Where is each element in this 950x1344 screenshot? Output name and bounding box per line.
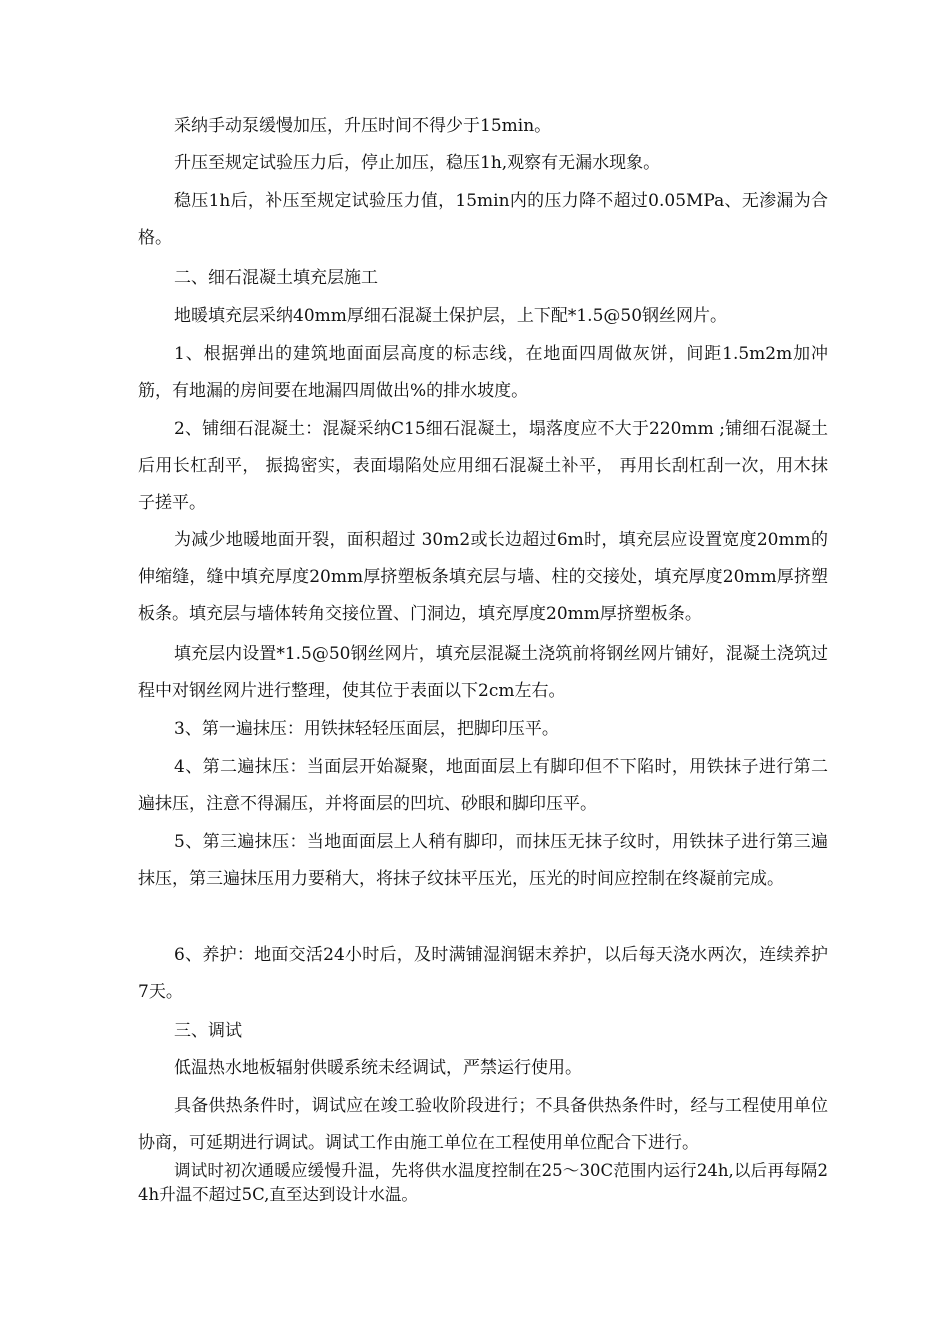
paragraph-step-1: 1、根据弹出的建筑地面面层高度的标志线，在地面四周做灰饼，间距1.5m2m加冲筋，有地漏的房间要在地漏四周做出%的排水坡度。: [138, 344, 828, 401]
paragraph-pressure-drop: 稳压1h后，补压至规定试验压力值，15min内的压力降不超过0.05MPa、无渗漏为合格。: [138, 191, 828, 248]
paragraph-wire-mesh: 填充层内设置*1.5@50钢丝网片，填充层混凝土浇筑前将钢丝网片铺好，混凝土浇筑过程中对钢丝网片进行整理，使其位于表面以下2cm左右。: [138, 644, 828, 701]
paragraph-stabilize: 升压至规定试验压力后，停止加压，稳压1h,观察有无漏水现象。: [174, 153, 661, 173]
paragraph-step-5: 5、第三遍抹压：当地面面层上人稍有脚印，而抹压无抹子纹时，用铁抹子进行第三遍抹压，第三遍抹压用力要稍大，将抹子纹抹平压光，压光的时间应控制在终凝前完成。: [138, 832, 828, 889]
section-heading-filling-layer: 二、细石混凝土填充层施工: [174, 268, 378, 288]
paragraph-pressurize: 采纳手动泵缓慢加压，升压时间不得少于15min。: [174, 116, 552, 136]
paragraph-commissioning-required: 低温热水地板辐射供暖系统未经调试，严禁运行使用。: [174, 1058, 582, 1078]
paragraph-step-2: 2、铺细石混凝土：混凝采纳C15细石混凝土，塌落度应不大于220mm ;铺细石混凝土后用长杠刮平， 振捣密实，表面塌陷处应用细石混凝土补平， 再用长刮杠刮一次，用木抹子搓平。: [138, 419, 828, 513]
section-heading-commissioning: 三、调试: [174, 1021, 242, 1041]
paragraph-initial-heating: 调试时初次通暖应缓慢升温，先将供水温度控制在25〜30C范围内运行24h,以后再每隔24h升温不超过5C,直至达到设计水温。: [138, 1161, 828, 1204]
paragraph-filling-layer-spec: 地暖填充层采纳40mm厚细石混凝土保护层，上下配*1.5@50钢丝网片。: [174, 306, 728, 326]
paragraph-step-4: 4、第二遍抹压：当面层开始凝聚，地面面层上有脚印但不下陷时，用铁抹子进行第二遍抹压，注意不得漏压，并将面层的凹坑、砂眼和脚印压平。: [138, 757, 828, 814]
paragraph-expansion-joints: 为减少地暖地面开裂，面积超过 30m2或长边超过6m时，填充层应设置宽度20mm的伸缩缝，缝中填充厚度20mm厚挤塑板条填充层与墙、柱的交接处，填充厚度20mm厚挤塑板条。填充层与墙体转角交接位置、门洞边，填充厚度20mm厚挤塑板条。: [138, 530, 828, 624]
paragraph-step-3: 3、第一遍抹压：用铁抹轻轻压面层，把脚印压平。: [174, 719, 559, 739]
paragraph-commissioning-timing: 具备供热条件时，调试应在竣工验收阶段进行；不具备供热条件时，经与工程使用单位协商，可延期进行调试。调试工作由施工单位在工程使用单位配合下进行。: [138, 1096, 828, 1153]
paragraph-step-6: 6、养护：地面交活24小时后，及时满铺湿润锯末养护，以后每天浇水两次，连续养护7天。: [138, 945, 828, 1002]
